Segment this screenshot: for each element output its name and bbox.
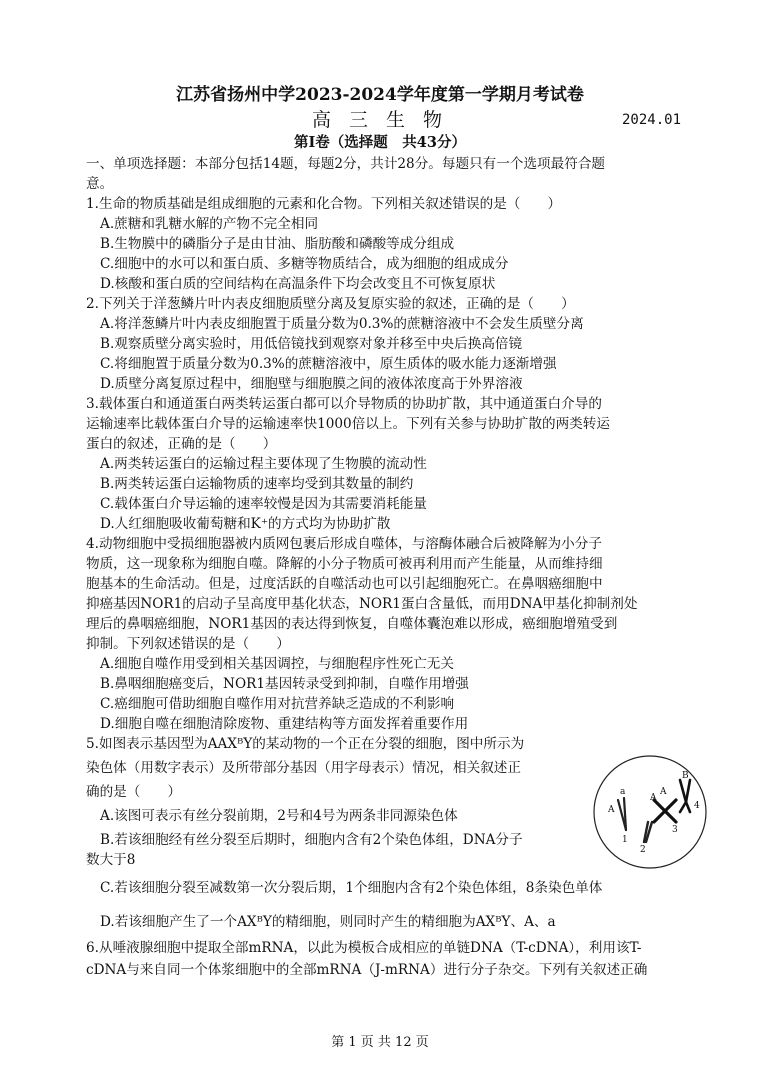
question-1-stem: 1.生命的物质基础是组成细胞的元素和化合物。下列相关叙述错误的是（ ） [86, 196, 562, 212]
question-4-stem: 抑制。下列叙述错误的是（ ） [86, 636, 290, 652]
dividing-cell-figure [590, 752, 710, 872]
subject-title: 高 三 生 物 [311, 109, 449, 131]
question-4-option-d: D.细胞自噬在细胞清除废物、重建结构等方面发挥着重要作用 [100, 716, 469, 732]
chromosome-4 [680, 780, 690, 812]
section-instruction: 意。 [86, 176, 114, 192]
question-6-stem: cDNA与来自同一个体浆细胞中的全部mRNA（J-mRNA）进行分子杂交。下列有关叙述正确 [86, 962, 648, 978]
chromosome-number: 3 [672, 825, 678, 835]
question-2-option-c: C.将细胞置于质量分数为0.3%的蔗糖溶液中，原生质体的吸水能力逐渐增强 [100, 356, 557, 372]
question-1-option-b: B.生物膜中的磷脂分子是由甘油、脂肪酸和磷酸等成分组成 [100, 236, 455, 252]
question-5-option-a: A.该图可表示有丝分裂前期，2号和4号为两条非同源染色体 [100, 808, 458, 824]
gene-label: A [650, 793, 657, 803]
question-5-option-b: B.若该细胞经有丝分裂至后期时，细胞内含有2个染色体组，DNA分子 [100, 832, 523, 848]
question-3-stem: 蛋白的叙述，正确的是（ ） [86, 436, 277, 452]
chromosome-number: 1 [622, 835, 628, 845]
question-5-stem: 染色体（用数字表示）及所带部分基因（用字母表示）情况，相关叙述正 [86, 760, 521, 776]
question-3-option-a: A.两类转运蛋白的运输过程主要体现了生物膜的流动性 [100, 456, 427, 472]
part-heading: 第Ⅰ卷（选择题 共43分） [294, 134, 466, 151]
page-footer: 第 1 页 共 12 页 [331, 1035, 429, 1050]
question-4-stem: 抑癌基因NOR1的启动子呈高度甲基化状态，NOR1蛋白含量低，而用DNA甲基化抑制剂处 [86, 596, 638, 612]
question-4-stem: 理后的鼻咽癌细胞，NOR1基因的表达得到恢复，自噬体囊泡难以形成，癌细胞增殖受到 [86, 616, 618, 632]
question-2-stem: 2.下列关于洋葱鳞片叶内表皮细胞质壁分离及复原实验的叙述，正确的是（ ） [86, 296, 575, 312]
question-5-option-d: D.若该细胞产生了一个AXᴮY的精细胞，则同时产生的精细胞为AXᴮY、A、a [100, 914, 556, 930]
gene-label: B [682, 771, 689, 781]
question-3-stem: 运输速率比载体蛋白介导的运输速率快1000倍以上。下列有关参与协助扩散的两类转运 [86, 416, 610, 432]
question-4-stem: 4.动物细胞中受损细胞器被内质网包裹后形成自噬体，与溶酶体融合后被降解为小分子 [86, 536, 602, 552]
chromosome-number: 4 [694, 801, 700, 811]
question-5-stem: 5.如图表示基因型为AAXᴮY的某动物的一个正在分裂的细胞，图中所示为 [86, 736, 525, 752]
question-2-option-a: A.将洋葱鳞片叶内表皮细胞置于质量分数为0.3%的蔗糖溶液中不会发生质壁分离 [100, 316, 584, 332]
exam-title: 江苏省扬州中学2023-2024学年度第一学期月考试卷 [176, 85, 584, 105]
question-4-stem: 物质，这一现象称为细胞自噬。降解的小分子物质可被再利用而产生能量，从而维持细 [86, 556, 603, 572]
question-3-option-d: D.人红细胞吸收葡萄糖和K⁺的方式均为协助扩散 [100, 516, 391, 532]
chromosome-3 [654, 800, 676, 822]
question-5-option-b-cont: 数大于8 [86, 852, 136, 868]
question-5-stem: 确的是（ ） [86, 784, 182, 800]
section-instruction: 一、单项选择题：本部分包括14题，每题2分，共计28分。每题只有一个选项最符合题 [86, 156, 606, 172]
gene-label: A [608, 805, 615, 815]
question-2-option-b: B.观察质壁分离实验时，用低倍镜找到观察对象并移至中央后换高倍镜 [100, 336, 523, 352]
gene-label: A [660, 787, 667, 797]
exam-date: 2024.01 [622, 112, 682, 128]
question-6-stem: 6.从唾液腺细胞中提取全部mRNA，以此为模板合成相应的单链DNA（T-cDNA），利用该T- [86, 940, 642, 956]
question-4-option-c: C.癌细胞可借助细胞自噬作用对抗营养缺乏造成的不利影响 [100, 696, 455, 712]
question-4-option-b: B.鼻咽细胞癌变后，NOR1基因转录受到抑制，自噬作用增强 [100, 676, 469, 692]
chromosome-number: 2 [640, 845, 646, 855]
question-2-option-d: D.质壁分离复原过程中，细胞壁与细胞膜之间的液体浓度高于外界溶液 [100, 376, 523, 392]
question-1-option-c: C.细胞中的水可以和蛋白质、多糖等物质结合，成为细胞的组成成分 [100, 256, 509, 272]
gene-label: a [620, 787, 626, 797]
question-4-stem: 胞基本的生命活动。但是，过度活跃的自噬活动也可以引起细胞死亡。在鼻咽癌细胞中 [86, 576, 603, 592]
question-3-option-c: C.载体蛋白介导运输的速率较慢是因为其需要消耗能量 [100, 496, 427, 512]
question-1-option-d: D.核酸和蛋白质的空间结构在高温条件下均会改变且不可恢复原状 [100, 276, 496, 292]
chromosome-2 [644, 822, 652, 842]
question-4-option-a: A.细胞自噬作用受到相关基因调控，与细胞程序性死亡无关 [100, 656, 454, 672]
question-3-stem: 3.载体蛋白和通道蛋白两类转运蛋白都可以介导物质的协助扩散，其中通道蛋白介导的 [86, 396, 602, 412]
chromosome-1 [618, 798, 626, 830]
question-3-option-b: B.两类转运蛋白运输物质的速率均受到其数量的制约 [100, 476, 414, 492]
question-5-option-c: C.若该细胞分裂至减数第一次分裂后期，1个细胞内含有2个染色体组，8条染色单体 [100, 880, 603, 896]
question-1-option-a: A.蔗糖和乳糖水解的产物不完全相同 [100, 216, 319, 232]
